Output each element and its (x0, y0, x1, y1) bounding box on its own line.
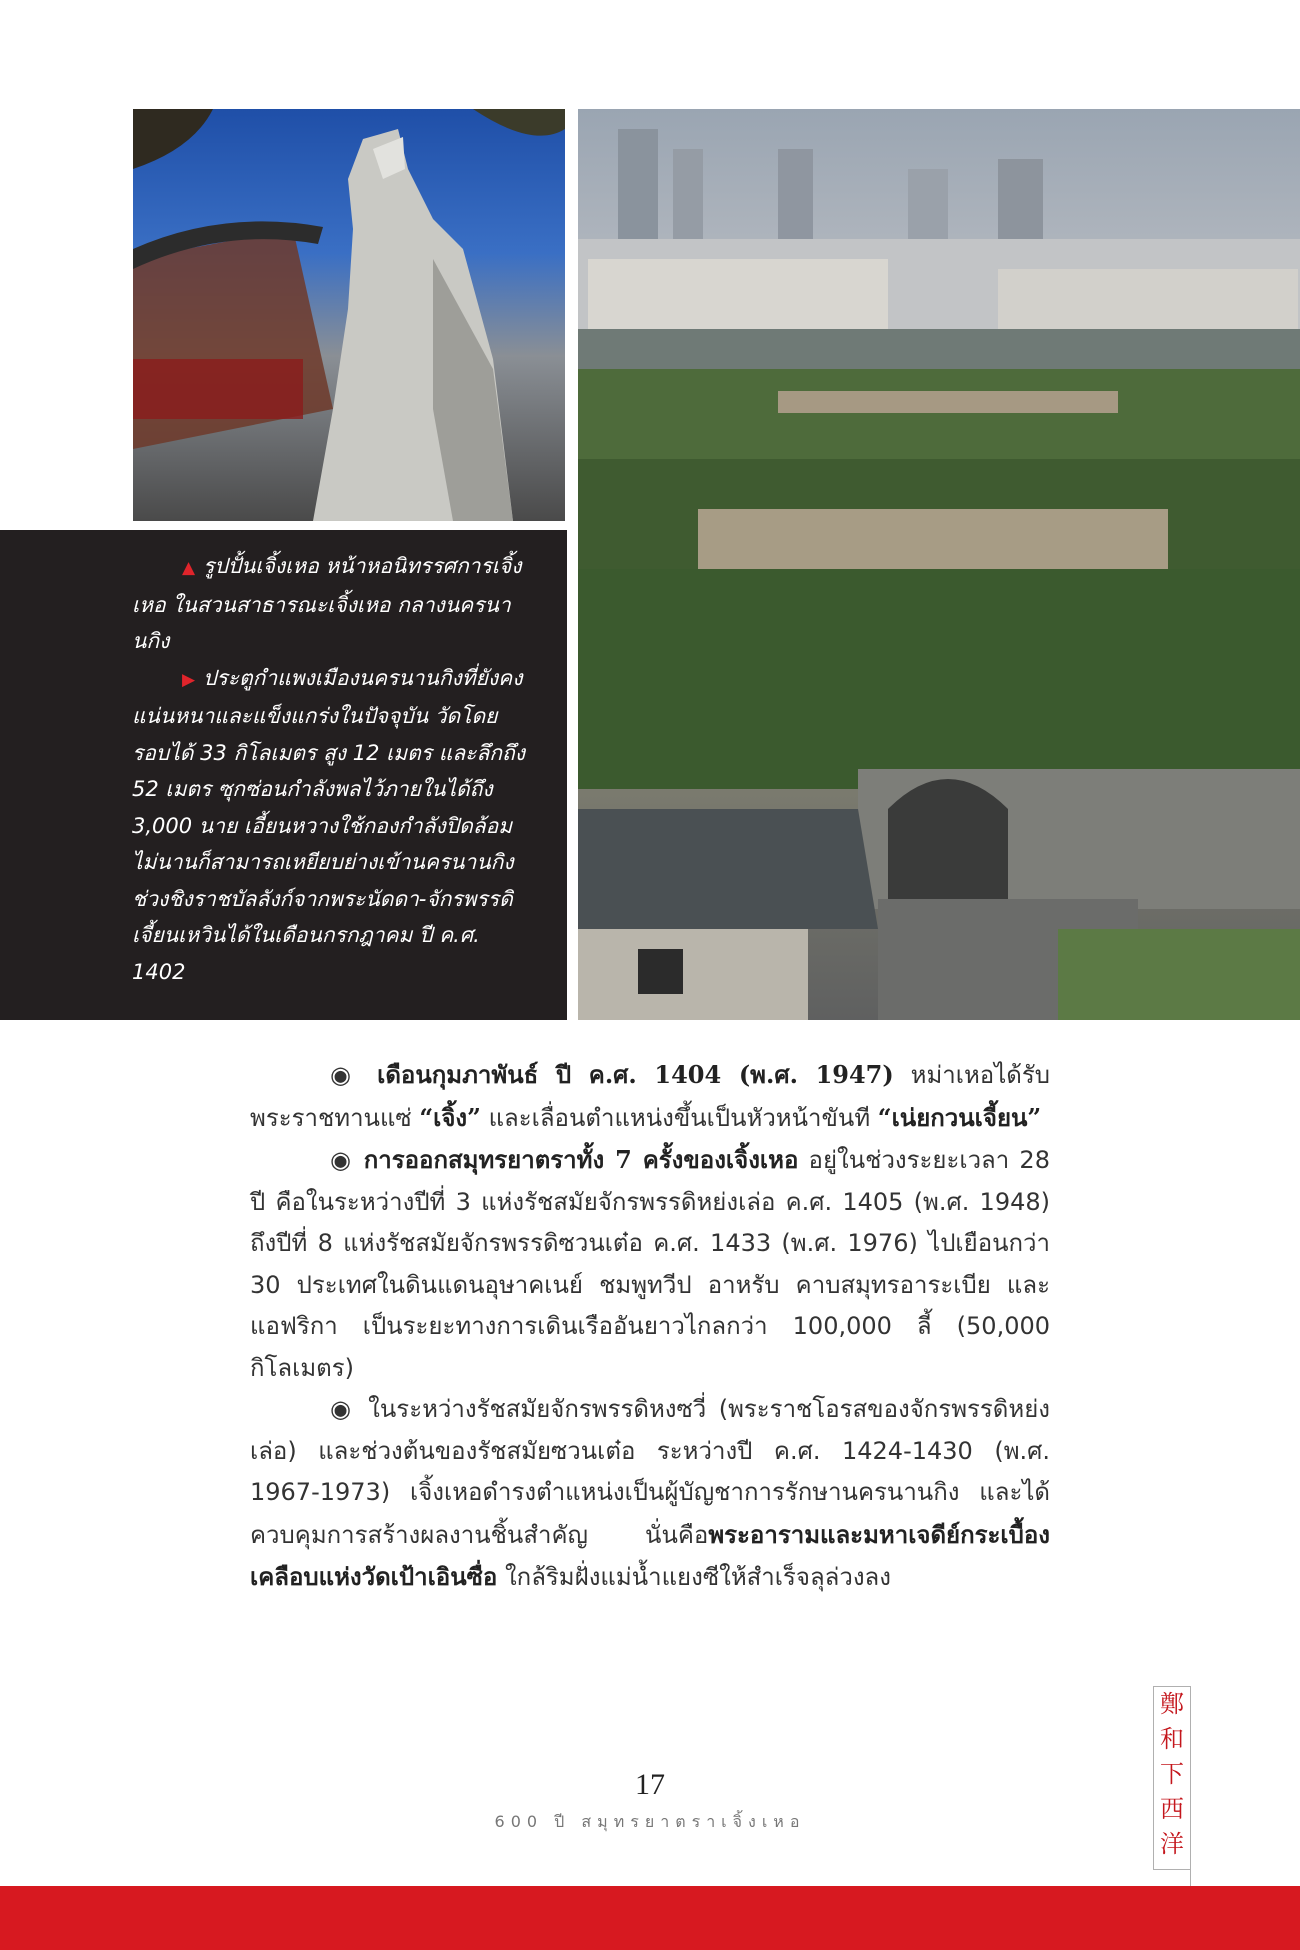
bullet-icon: ◉ (330, 1146, 354, 1174)
zheng-he-statue-photo (133, 109, 565, 521)
statue-photo-drawing (133, 109, 565, 521)
side-tab-char: 和 (1160, 1725, 1184, 1753)
triangle-up-icon: ▲ (182, 558, 196, 578)
main-text (250, 1054, 1050, 1599)
page-number: 17 (635, 1768, 665, 1801)
paragraph-2: ◉ การออกสมุทรยาตราทั้ง 7 ครั้งของเจิ้งเหอ อยู่ในช่วงระยะเวลา 28 ปี คือในระหว่างปีที่ 3 แห่งรัชสมัยจักรพรรดิหย่งเล่อ ค.ศ. 1405 (พ.ศ. 1948) ถึงปีที่ 8 แห่งรัชสมัยจักรพรรดิซวนเต๋อ ค.ศ. 1433 (พ.ศ. 1976) ไปเยือนกว่า 30 ประเทศในดินแดนอุษาคเนย์ ชมพูทวีป อาหรับ คาบสมุทรอาระเบีย และแอฟริกา เป็นระยะทางการเดินเรืออันยาวไกลกว่า 100,000 ลี้ (50,000 กิโลเมตร) (250, 1145, 1050, 1382)
chinese-title-tab (1153, 1686, 1191, 1870)
book-title: 600 ปี สมุทรยาตราเจิ้งเหอ (494, 1812, 806, 1831)
side-tab-char: 西 (1160, 1795, 1184, 1823)
nanjing-city-gate-photo (578, 109, 1300, 1020)
paragraph-3: ◉ ในระหว่างรัชสมัยจักรพรรดิหงซวี่ (พระราชโอรสของจักรพรรดิหย่งเล่อ) และช่วงต้นของรัชสมัยซวนเต๋อ ระหว่างปี ค.ศ. 1424-1430 (พ.ศ. 1967-1973) เจิ้งเหอดำรงตำแหน่งเป็นผู้บัญชาการรักษานครนานกิง และได้ควบคุมการสร้างผลงานชิ้นสำคัญ นั่นคือพระอารามและมหาเจดีย์กระเบื้องเคลือบแห่งวัดเป้าเอินซื่อ ใกล้ริมฝั่งแม่น้ำแยงซีให้สำเร็จลุล่วงลง (250, 1395, 1050, 1591)
photo-caption (132, 548, 534, 990)
side-tab-char: 下 (1160, 1760, 1184, 1788)
caption-item-statue: ▲ รูปปั้นเจิ้งเหอ หน้าหอนิทรรศการเจิ้งเหอ ในสวนสาธารณะเจิ้งเหอ กลางนครนานกิง (132, 554, 522, 653)
caption-item-gate: ▶ ประตูกำแพงเมืองนครนานกิงที่ยังคงแน่นหนาและแข็งแกร่งในปัจจุบัน วัดโดยรอบได้ 33 กิโลเมตร สูง 12 เมตร และลึกถึง 52 เมตร ซุกซ่อนกำลังพลไว้ภายในได้ถึง 3,000 นาย เอี้ยนหวางใช้กองกำลังปิดล้อมไม่นานก็สามารถเหยียบย่างเข้านครนานกิง ช่วงชิงราชบัลลังก์จากพระนัดดา-จักรพรรดิเจี้ยนเหวินได้ในเดือนกรกฎาคม ปี ค.ศ. 1402 (132, 665, 525, 984)
triangle-right-icon: ▶ (182, 669, 196, 690)
side-tab-char: 鄭 (1160, 1690, 1184, 1718)
side-tab-char: 洋 (1160, 1830, 1184, 1858)
gate-photo-drawing (578, 109, 1300, 1020)
bullet-icon: ◉ (330, 1395, 356, 1423)
paragraph-1: ◉ เดือนกุมภาพันธ์ ปี ค.ศ. 1404 (พ.ศ. 1947) หม่าเหอได้รับพระราชทานแซ่ “เจิ้ง” และเลื่อนตำแหน่งขึ้นเป็นหัวหน้าขันที “เน่ยกวนเจี้ยน” (250, 1060, 1050, 1132)
bullet-icon: ◉ (330, 1061, 361, 1089)
red-footer-band (0, 1886, 1300, 1950)
